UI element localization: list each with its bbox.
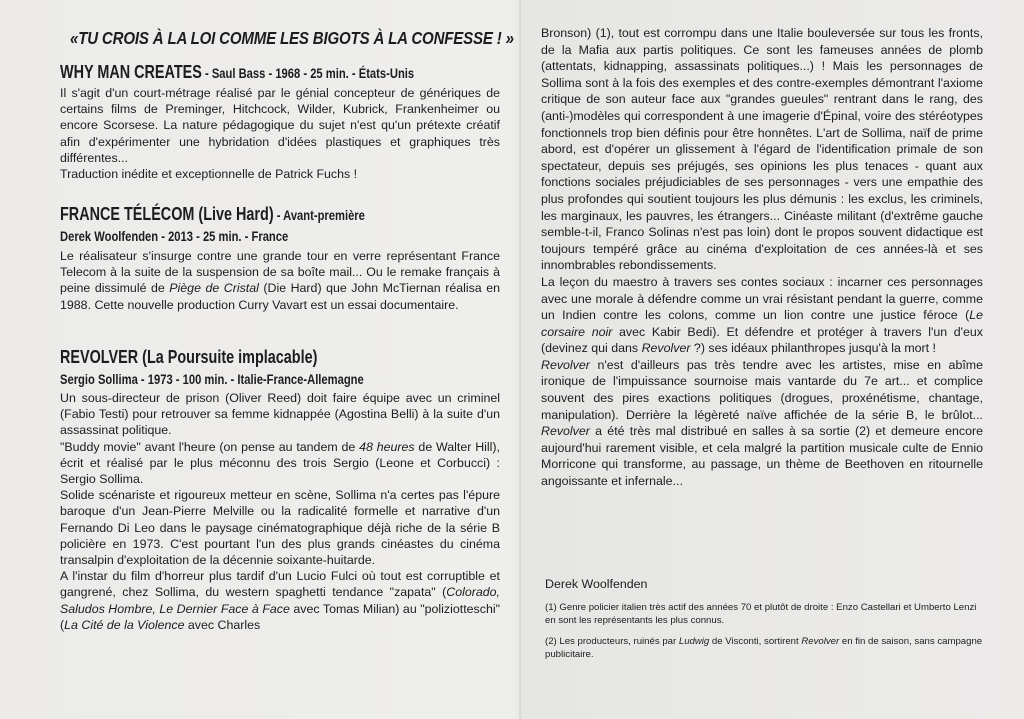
film-2-meta: - Avant-première [273, 207, 365, 223]
footnote-2em: Ludwig [678, 636, 710, 647]
right-p2b: avec Kabir Bedi). Et défendre et protéger à travers l'un d'eux (devinez qui dans [541, 324, 983, 356]
film-1-title: WHY MAN CREATES [60, 62, 202, 82]
footnote-2 [545, 636, 985, 661]
film-2-text-a: Le réalisateur s'insurge contre une grande tour en verre représentant France Telecom à la suite de la suspension de sa boîte mail... Ou le remake français à peine dissimulé de [60, 249, 500, 296]
film-3-p2a: "Buddy movie" avant l'heure (on pense au tandem de [60, 439, 360, 454]
film-3-p4em2: La Cité de la Violence [64, 617, 185, 632]
film-2-subtitle: Derek Woolfenden - 2013 - 25 min. - France [60, 228, 289, 244]
right-column-text [541, 25, 983, 490]
right-p2a: La leçon du maestro à travers ses contes sociaux : incarner ces personnages avec une morale à défendre comme un vrai résistant pendant la guerre, comme un Indien contre les colons, comme un lion contre une justice féroce ( [541, 274, 983, 323]
signature: Derek Woolfenden [545, 577, 648, 591]
film-3-p3: Solide scénariste et rigoureux metteur en scène, Sollima n'a certes pas l'épure baroque d'un Jean-Pierre Melville ou la radicalité formelle et narrative d'un Fernando Di Leo dans le paysage cinématographique déjà riche de la série B policière en 1973. C'est pourtant l'un des plus grands cinéastes du cinéma transalpin d'exploitation de la décennie soixante-huitarde. [60, 488, 500, 568]
page-fold [519, 0, 521, 719]
right-p3a: n'est d'ailleurs pas très tendre avec les artistes, mise en abîme ironique de l'impuissance sournoise mais vantarde du 7e art... et complice souvent des pires exactions politiques (drogues, proxénétisme, chantage, manipulation). Derrière la légèreté naïve affichée de la série B, le brûlot... [541, 357, 983, 422]
film-3-p2em: 48 heures [359, 439, 415, 454]
film-2-text-b: (Die Hard) que John McTiernan réalisa en 1988. Cette nouvelle production Curry Vavart est un essai documentaire. [60, 281, 500, 312]
film-2-text-em: Piège de Cristal [169, 281, 259, 296]
film-3-p2b: de Walter Hill), écrit et réalisé par le plus méconnu des trois Sergio (Leone et Corbucci) : Sergio Sollima. [60, 439, 500, 487]
right-p2c: ?) ses idéaux philanthropes jusqu'à la mort ! [690, 341, 936, 356]
footnote-2b: de Visconti, sortirent [709, 636, 802, 647]
right-p2em2: Revolver [641, 341, 691, 356]
film-3-title: REVOLVER (La Poursuite implacable) [60, 347, 318, 367]
film-2-body [60, 248, 500, 313]
right-p3em: Revolver [541, 357, 590, 372]
footnote-2c: en fin de saison, sans campagne publicitaire. [545, 636, 983, 660]
film-2-title: FRANCE TÉLÉCOM (Live Hard) [60, 204, 274, 224]
right-p3em2: Revolver [541, 424, 590, 439]
film-3-p4em1: Colorado, Saludos Hombre, Le Dernier Face à Face [60, 585, 500, 616]
right-p2em: Le corsaire noir [541, 308, 983, 339]
film-3-p4a: A l'instar du film d'horreur plus tardif d'un Lucio Fulci où tout est corruptible et gangrené, chez Sollima, du western spaghetti tendance "zapata" ( [60, 569, 500, 600]
film-1-meta: - Saul Bass - 1968 - 25 min. - États-Unis [201, 65, 415, 81]
film-1-heading [60, 62, 414, 83]
film-3-p1: Un sous-directeur de prison (Oliver Reed) doit faire équipe avec un criminel (Fabio Testi) pour retrouver sa femme kidnappée (Agostina Belli) à la suite d'un assassinat politique. [60, 391, 500, 438]
footnote-2em2: Revolver [801, 636, 840, 647]
film-2-heading [60, 204, 365, 225]
banner-quote: «TU CROIS À LA LOI COMME LES BIGOTS À LA CONFESSE ! » [70, 28, 514, 48]
film-3-heading [60, 347, 317, 368]
right-p1: Bronson) (1), tout est corrompu dans une Italie bouleversée sur tous les fronts, de la Mafia aux partis politiques. Ce sont les fameuses années de plomb (attentats, kidnapping, assassinats politiques...) ! Mais les personnages de Sollima sont à la fois des exemples et des contre-exemples démontrant l'axiome critique de son auteur face aux "grandes gueules" rentrant dans le rang, des (anti-)modèles qui correspondent à une imagerie d'Épinal, voire des stéréotypes fonctionnels trop bien définis pour être honnêtes. L'art de Sollima, naïf de prime abord, est d'opérer un glissement à l'égard de l'identification primale de son spectateur, depuis ses préjugés, ses opinions les plus tenaces - quant aux fonctions sociales préjudiciables de ses personnages - vers une empathie des plus profondes qui soutient toujours les plus démunis : les exclus, les criminels, les marginaux, les pauvres, les étrangers... Cinéaste militant (d'extrême gauche semble-t-il, Franco Solinas n'est pas loin) dont le propos souvent didactique est toujours tempéré grâce au cinéma d'exploitation de ces années-là et ses innombrables rebondissements. [541, 26, 983, 273]
film-3-p4c: avec Charles [184, 617, 261, 632]
film-3-p4b: avec Tomas Milian) au "poliziotteschi" ( [60, 601, 500, 632]
film-3-subtitle: Sergio Sollima - 1973 - 100 min. - Italie-France-Allemagne [60, 371, 364, 387]
film-3-body [60, 390, 500, 633]
film-1-extra: Traduction inédite et exceptionnelle de Patrick Fuchs ! [60, 167, 358, 182]
right-p3b: a été très mal distribué en salles à sa sortie (2) et demeure encore aujourd'hui rarement visible, et cela malgré la partition musicale culte de Ennio Morricone qui transforme, au passage, un thème de Beethoven en ritournelle angoissante et infernale... [541, 424, 983, 489]
footnote-1: (1) Genre policier italien très actif des années 70 et plutôt de droite : Enzo Castellari et Umberto Lenzi en sont les représentants les plus connus. [545, 602, 977, 626]
footnote-2a: (2) Les producteurs, ruinés par [545, 636, 679, 647]
film-1-body [60, 85, 500, 182]
film-1-text: Il s'agit d'un court-métrage réalisé par le génial concepteur de génériques de certains films de Preminger, Hitchcock, Wilder, Kubrick, Frankenheimer ou encore Scorsese. La nature pédagogique du sujet n'est qu'un prétexte créatif afin d'expérimenter une hybridation d'idées plastiques et graphiques très différentes... [60, 86, 500, 165]
